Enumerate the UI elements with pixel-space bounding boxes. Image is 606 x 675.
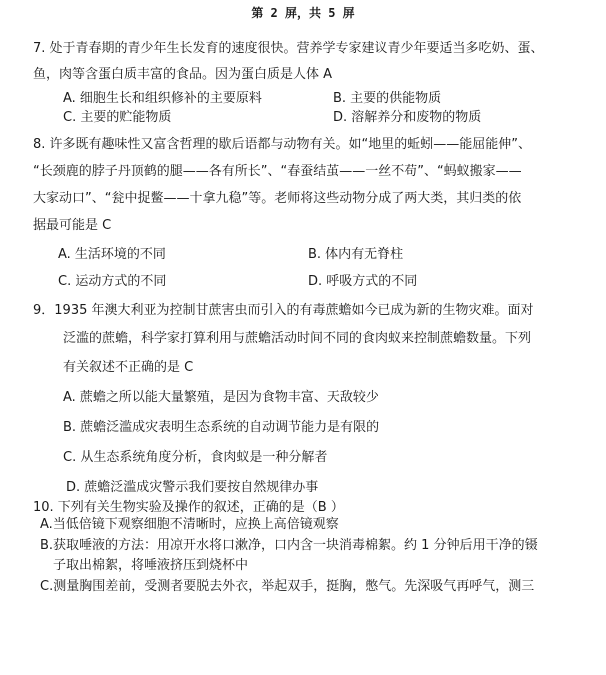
q8-stem-line4: 据最可能是 C xyxy=(33,218,112,233)
q7-stem-line1: 7. 处于青春期的青少年生长发育的速度很快。营养学专家建议青少年要适当多吃奶、蛋、 xyxy=(33,41,544,56)
q8-stem-line2: “长颈鹿的脖子丹顶鹤的腿——各有所长”、“春蚕结茧——一丝不苟”、“蚂蚁搬家—— xyxy=(33,164,522,179)
q9-stem-line2: 泛滥的蔗蟾，科学家打算利用与蔗蟾活动时间不同的食肉蚁来控制蔗蟾数量。下列 xyxy=(63,331,532,346)
q7-option-d: D. 溶解养分和废物的物质 xyxy=(333,110,482,125)
q7-stem-line2: 鱼，肉等含蛋白质丰富的食品。因为蛋白质是人体 A xyxy=(33,67,333,82)
q9-option-a: A. 蔗蟾之所以能大量繁殖，是因为食物丰富、天敌较少 xyxy=(63,390,379,405)
q7-option-b: B. 主要的供能物质 xyxy=(333,91,442,106)
q7-option-a: A. 细胞生长和组织修补的主要原料 xyxy=(63,91,262,106)
q7-option-c: C. 主要的贮能物质 xyxy=(63,110,172,125)
q8-option-c: C. 运动方式的不同 xyxy=(58,274,167,289)
q9-option-d: D. 蔗蟾泛滥成灾警示我们要按自然规律办事 xyxy=(66,480,319,495)
page-indicator: 第 2 屏，共 5 屏 xyxy=(251,6,355,20)
q10-option-b-line2: 子取出棉絮，将唾液挤压到烧杯中 xyxy=(53,558,249,573)
q9-stem-line1: 9．1935 年澳大利亚为控制甘蔗害虫而引入的有毒蔗蟾如今已成为新的生物灾难。面对 xyxy=(33,303,534,318)
q8-option-a: A. 生活环境的不同 xyxy=(58,247,166,262)
q8-option-d: D. 呼吸方式的不同 xyxy=(308,274,418,289)
q9-option-b: B. 蔗蟾泛滥成灾表明生态系统的自动调节能力是有限的 xyxy=(63,420,380,435)
q10-stem: 10. 下列有关生物实验及操作的叙述，正确的是（B ） xyxy=(33,500,344,515)
q8-stem-line3: 大家动口”、“瓮中捉鳖——十拿九稳”等。老师将这些动物分成了两大类，其归类的依 xyxy=(33,191,522,206)
q8-stem-line1: 8. 许多既有趣味性又富含哲理的歇后语都与动物有关。如“地里的蚯蚓——能屈能伸”、 xyxy=(33,137,532,152)
q9-option-c: C. 从生态系统角度分析，食肉蚁是一种分解者 xyxy=(63,450,328,465)
q10-option-b-line1: B.获取唾液的方法：用凉开水将口漱净，口内含一块消毒棉絮。约 1 分钟后用干净的镊 xyxy=(40,538,538,553)
q9-stem-line3: 有关叙述不正确的是 C xyxy=(63,360,194,375)
q10-option-c-line1: C.测量胸围差前，受测者要脱去外衣，举起双手，挺胸，憋气。先深吸气再呼气，测三 xyxy=(40,579,535,594)
q8-option-b: B. 体内有无脊柱 xyxy=(308,247,404,262)
q10-option-a: A.当低倍镜下观察细胞不清晰时，应换上高倍镜观察 xyxy=(40,517,339,532)
